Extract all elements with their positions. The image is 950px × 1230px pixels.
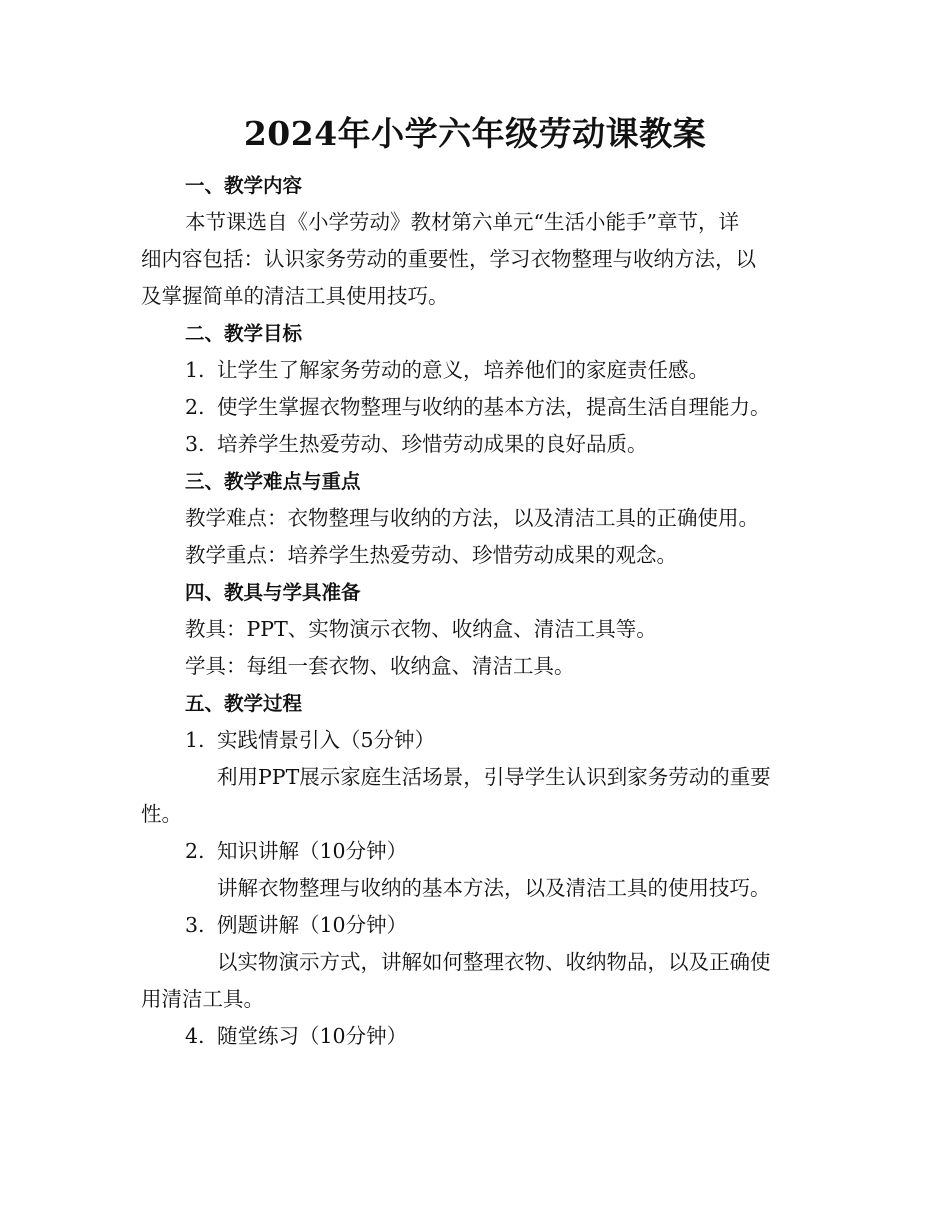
list-item-number: 1. [185,728,205,752]
paragraph-line: 及掌握简单的清洁工具使用技巧。 [141,284,449,308]
list-item-number: 3. [185,913,205,937]
list-item-number: 1. [185,358,205,382]
list-item-number: 2. [185,839,205,863]
list-item [185,907,407,944]
list-item-text: 让学生了解家务劳动的意义，培养他们的家庭责任感。 [217,358,709,382]
list-item-text: 知识讲解（10分钟） [217,839,408,863]
list-item-text: 随堂练习（10分钟） [217,1024,408,1048]
list-item [185,426,648,463]
list-item [185,389,771,426]
list-item-text: 实践情景引入（5分钟） [217,728,436,752]
list-item-text: 培养学生热爱劳动、珍惜劳动成果的良好品质。 [217,432,648,456]
section-heading-difficulties: 三、教学难点与重点 [185,470,361,493]
paragraph-line: 讲解衣物整理与收纳的基本方法，以及清洁工具的使用技巧。 [217,876,771,900]
paragraph-line: 教学重点：培养学生热爱劳动、珍惜劳动成果的观念。 [185,543,677,567]
document-title: 2024年小学六年级劳动课教案 [243,114,707,153]
paragraph-line: 用清洁工具。 [141,987,264,1011]
list-item [185,722,435,759]
paragraph-line: 以实物演示方式，讲解如何整理衣物、收纳物品，以及正确使 [217,950,771,974]
list-item [185,352,709,389]
list-item-number: 3. [185,432,205,456]
list-item-number: 4. [185,1024,205,1048]
section-heading-content: 一、教学内容 [185,174,303,197]
paragraph-line: 教学难点：衣物整理与收纳的方法，以及清洁工具的正确使用。 [185,506,759,530]
paragraph-line: 细内容包括：认识家务劳动的重要性，学习衣物整理与收纳方法，以 [141,247,756,271]
list-item-number: 2. [185,395,205,419]
list-item [185,833,407,870]
list-item [185,1018,407,1055]
list-item-text: 使学生掌握衣物整理与收纳的基本方法，提高生活自理能力。 [217,395,771,419]
section-heading-process: 五、教学过程 [185,692,303,715]
paragraph-line: 性。 [141,802,182,826]
section-heading-tools: 四、教具与学具准备 [185,581,361,604]
paragraph-line: 本节课选自《小学劳动》教材第六单元“生活小能手”章节，详 [185,210,739,234]
paragraph-line: 教具：PPT、实物演示衣物、收纳盒、清洁工具等。 [185,617,657,641]
section-heading-objectives: 二、教学目标 [185,322,303,345]
paragraph-line: 利用PPT展示家庭生活场景，引导学生认识到家务劳动的重要 [217,765,771,789]
paragraph-line: 学具：每组一套衣物、收纳盒、清洁工具。 [185,654,575,678]
list-item-text: 例题讲解（10分钟） [217,913,408,937]
